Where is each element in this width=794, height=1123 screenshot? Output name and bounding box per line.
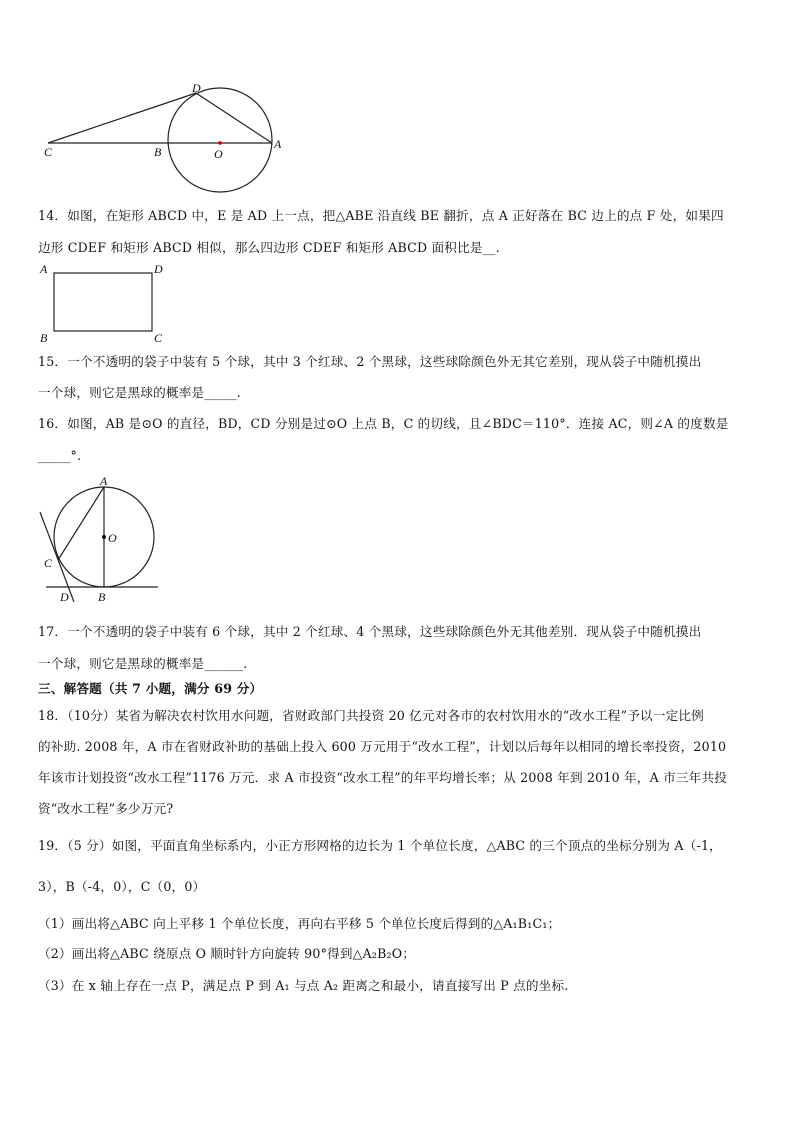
label-c: C (44, 145, 53, 159)
line-cd (48, 93, 196, 143)
center-dot (218, 141, 222, 145)
figure-circle-tangent (40, 78, 300, 198)
q19-line2: 3），B（-4，0），C（0，0） (38, 879, 206, 894)
label-c: C (154, 331, 163, 345)
q18-line1: 18．（10分）某省为解决农村饮用水问题，省财政部门共投资 20 亿元对各市的农村饮用水的“改水工程”予以一定比例 (38, 708, 704, 723)
q19-part2: （2）画出将△ABC 绕原点 O 顺时针方向旋转 90°得到△A₂B₂O； (38, 946, 416, 961)
label-d: D (60, 590, 69, 604)
figure-rectangle (38, 260, 178, 348)
center-dot (102, 535, 106, 539)
rect-abcd (54, 273, 152, 331)
q18-line3: 年该市计划投资“改水工程”1176 万元．求 A 市投资“改水工程”的年平均增长率；从 2008 年到 2010 年，A 市三年共投 (38, 770, 728, 785)
q18-line4: 资“改水工程”多少万元? (38, 801, 174, 816)
label-o: O (108, 531, 117, 545)
label-o: O (214, 147, 223, 161)
q17-line2: 一个球，则它是黑球的概率是______. (38, 656, 248, 671)
q17-line1: 17．一个不透明的袋子中装有 6 个球，其中 2 个红球、4 个黑球，这些球除颜色外无其他差别．现从袋子中随机摸出 (38, 624, 702, 639)
label-d: D (192, 81, 201, 95)
label-b: B (98, 590, 106, 604)
line-da (196, 93, 272, 143)
q16-line2: _____°. (38, 448, 82, 463)
label-a: A (100, 474, 108, 488)
q18-line2: 的补助. 2008 年，A 市在省财政补助的基础上投入 600 万元用于“改水工程”，计划以后每年以相同的增长率投资，2010 (38, 739, 727, 754)
q16-line1: 16．如图，AB 是⊙O 的直径，BD，CD 分别是过⊙O 上点 B，C 的切线，且∠BDC＝110°．连接 AC，则∠A 的度数是 (38, 416, 729, 431)
label-b: B (154, 145, 162, 159)
section-title: 三、解答题（共 7 小题，满分 69 分） (38, 681, 263, 696)
q15-line2: 一个球，则它是黑球的概率是_____. (38, 385, 242, 400)
figure-circle-diameter (34, 474, 164, 606)
label-d: D (154, 262, 163, 276)
q14-line2: 边形 CDEF 和矩形 ABCD 相似，那么四边形 CDEF 和矩形 ABCD 面积比是__. (38, 240, 500, 255)
label-b: B (40, 331, 48, 345)
q19-part1: （1）画出将△ABC 向上平移 1 个单位长度，再向右平移 5 个单位长度后得到的△A₁B₁C₁； (38, 916, 561, 931)
chord-ac (58, 487, 104, 560)
circle-o (168, 88, 272, 192)
q14-line1: 14．如图，在矩形 ABCD 中，E 是 AD 上一点，把△ABE 沿直线 BE 翻折，点 A 正好落在 BC 边上的点 F 处，如果四 (38, 208, 724, 223)
label-a: A (274, 137, 282, 151)
label-a: A (40, 262, 48, 276)
q19-part3: （3）在 x 轴上存在一点 P，满足点 P 到 A₁ 与点 A₂ 距离之和最小，请直接写出 P 点的坐标. (38, 978, 569, 993)
label-c: C (44, 556, 53, 570)
q15-line1: 15．一个不透明的袋子中装有 5 个球，其中 3 个红球、2 个黑球，这些球除颜色外无其它差别，现从袋子中随机摸出 (38, 354, 702, 369)
q19-line1: 19．（5 分）如图，平面直角坐标系内，小正方形网格的边长为 1 个单位长度，△ABC 的三个顶点的坐标分别为 A（-1， (38, 838, 722, 853)
